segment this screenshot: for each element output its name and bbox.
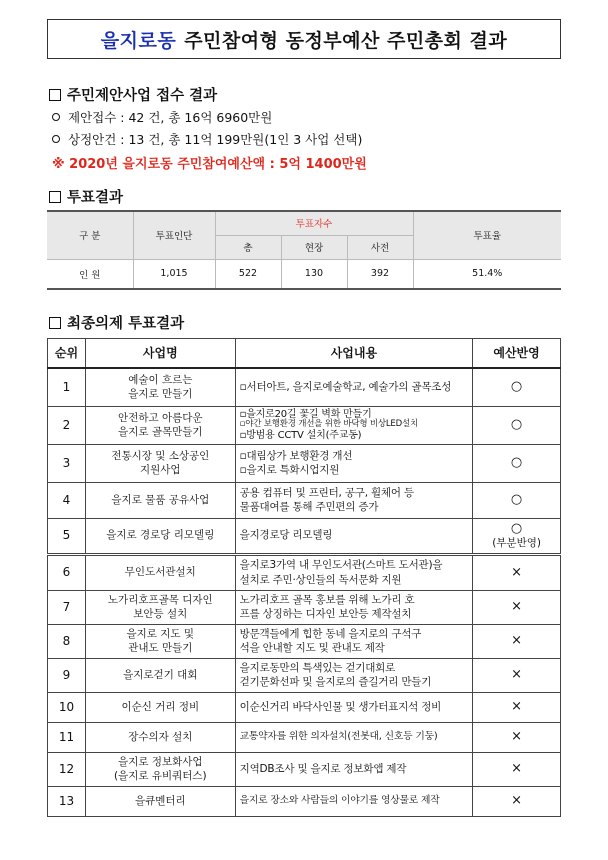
header-content: 사업내용 (235, 339, 473, 369)
content-cell (235, 482, 473, 518)
name-line: 을지로 지도 및 (126, 627, 195, 640)
content-line: ▫방범용 CCTV 설치(주교동) (239, 429, 362, 441)
table-row (48, 406, 561, 444)
content-cell (235, 590, 473, 624)
bullet-agenda-items (52, 130, 362, 148)
content-line: 프를 상징하는 디자인 보안등 제작설치 (239, 608, 412, 620)
content-line: 공용 컴퓨터 및 프린터, 공구, 휠체어 등 (239, 486, 414, 499)
section-final-title: 최종의제 투표결과 (67, 316, 185, 332)
header-name: 사업명 (85, 339, 235, 369)
header-voters: 투표인단 (133, 211, 215, 259)
row-label: 인 원 (47, 259, 133, 289)
name-line: 을지로 경로당 리모델링 (106, 529, 215, 542)
value-total: 522 (215, 259, 281, 289)
document-title (47, 19, 561, 59)
header-onsite: 현장 (281, 235, 347, 259)
name-cell (85, 518, 235, 554)
name-cell (85, 368, 235, 406)
name-line: 을큐멘터리 (134, 794, 186, 807)
content-cell (235, 624, 473, 658)
content-line: 걷기문화선파 및 을지로의 즐길거리 만들기 (239, 676, 432, 688)
header-budget: 예산반영 (473, 339, 561, 369)
name-line: 을지로 골목만들기 (118, 426, 203, 438)
header-rate: 투표율 (413, 211, 561, 259)
content-cell (235, 752, 473, 786)
value-rate: 51.4% (413, 259, 561, 289)
content-line: 설치로 주민·상인들의 독서문화 지원 (239, 573, 402, 586)
content-line: 을지로 장소와 사람들의 이야기를 영상물로 제작 (239, 795, 440, 807)
content-line: 석을 안내할 지도 및 관내도 제작 (239, 642, 385, 654)
title-rest: 주민참여형 동정부예산 주민총회 결과 (184, 29, 508, 52)
content-line: 지역DB조사 및 을지로 정보화앱 제작 (239, 762, 407, 775)
bullet-text: 제안접수 : 42 건, 총 16억 6960만원 (68, 110, 273, 125)
name-cell (85, 658, 235, 692)
circle-bullet-icon (52, 113, 60, 121)
content-line: 물품대여를 통해 주민편의 증가 (239, 501, 379, 513)
name-line: 무인도서관설치 (124, 566, 196, 579)
name-cell (85, 554, 235, 590)
vote-result-table (47, 210, 561, 290)
budget-mark: × (473, 752, 561, 786)
content-line: ▫을지로20길 꽃길 벽화 만들기 (239, 409, 372, 421)
name-line: 장수의자 설치 (128, 730, 193, 743)
budget-mark: × (473, 786, 561, 816)
name-line: 을지로 만들기 (128, 388, 193, 401)
content-cell (235, 722, 473, 752)
name-cell (85, 722, 235, 752)
name-line: 지원사업 (140, 464, 181, 476)
content-line: ▫서터아트, 을지로예술학교, 예술가의 골목조성 (239, 381, 452, 394)
value-voters: 1,015 (133, 259, 215, 289)
content-cell (235, 786, 473, 816)
content-line: ▫야간 보행환경 개선을 위한 바닥형 비상LED설치 (239, 419, 418, 430)
name-line: 전통시장 및 소상공인 (111, 449, 210, 462)
final-agenda-table (47, 338, 561, 817)
table-row (48, 692, 561, 722)
rank-cell: 13 (48, 786, 86, 816)
name-cell (85, 786, 235, 816)
rank-cell: 10 (48, 692, 86, 722)
budget-mark: × (473, 722, 561, 752)
content-cell (235, 518, 473, 554)
name-cell (85, 692, 235, 722)
section-proposals-heading (49, 84, 217, 105)
name-line: 보안등 설치 (133, 608, 188, 620)
header-votes: 투표자수 (215, 211, 413, 235)
content-cell (235, 692, 473, 722)
title-highlight: 을지로동 (100, 29, 177, 52)
table-row (48, 786, 561, 816)
checkbox-square-icon (49, 191, 61, 203)
rank-cell: 9 (48, 658, 86, 692)
value-onsite: 130 (281, 259, 347, 289)
table-row (48, 752, 561, 786)
section-vote-title: 투표결과 (67, 190, 124, 206)
content-line: 이순신거리 바닥사인물 및 생가터표지석 정비 (239, 700, 442, 713)
circle-bullet-icon (52, 135, 60, 143)
budget-mark: × (473, 624, 561, 658)
table-row (48, 444, 561, 482)
checkbox-square-icon (49, 317, 61, 329)
budget-mark: ○ (510, 521, 523, 537)
content-line: 방문객들에게 힙한 동네 을지로의 구석구 (239, 627, 422, 640)
name-cell (85, 406, 235, 444)
header-advance: 사전 (347, 235, 413, 259)
content-line: 노가리호프 골목 홍보를 위해 노가리 호 (239, 593, 415, 606)
name-line: 노가리호프골목 디자인 (107, 593, 213, 606)
name-cell (85, 482, 235, 518)
name-line: 을지로 물품 공유사업 (111, 493, 210, 506)
budget-mark: ○ (473, 406, 561, 444)
name-line: 이순신 거리 정비 (121, 700, 200, 713)
content-line: 교통약자를 위한 의자설치(전봇대, 신호등 기둥) (239, 731, 438, 743)
rank-cell: 6 (48, 554, 86, 590)
budget-mark: ○ (473, 482, 561, 518)
budget-cell (473, 518, 561, 554)
name-line: 예술이 흐르는 (128, 374, 193, 387)
content-cell (235, 444, 473, 482)
rank-cell: 4 (48, 482, 86, 518)
rank-cell: 12 (48, 752, 86, 786)
section-vote-heading (49, 186, 123, 207)
budget-mark: ○ (473, 444, 561, 482)
content-line: ▫을지로 특화시업지원 (239, 464, 340, 476)
section-final-heading (49, 312, 184, 333)
table-row (48, 482, 561, 518)
budget-note: ※ 2020년 을지로동 주민참여예산액 : 5억 1400만원 (52, 157, 367, 172)
bullet-text: 상정안건 : 13 건, 총 11억 199만원(1인 3 사업 선택) (68, 132, 363, 147)
name-line: 을지로걷기 대회 (123, 668, 198, 681)
section-proposals-title: 주민제안사업 접수 결과 (67, 88, 218, 104)
budget-mark: × (473, 554, 561, 590)
rank-cell: 2 (48, 406, 86, 444)
budget-mark: × (473, 590, 561, 624)
table-row (48, 590, 561, 624)
content-line: 을지경로당 리모델링 (239, 529, 333, 542)
content-line: ▫대림상가 보행환경 개선 (239, 449, 353, 462)
rank-cell: 7 (48, 590, 86, 624)
table-row (48, 624, 561, 658)
content-cell (235, 554, 473, 590)
budget-partial-label: (부분반영) (492, 537, 541, 549)
table-row (48, 554, 561, 590)
name-cell (85, 590, 235, 624)
name-cell (85, 752, 235, 786)
rank-cell: 5 (48, 518, 86, 554)
header-total: 총 (215, 235, 281, 259)
name-cell (85, 444, 235, 482)
content-cell (235, 406, 473, 444)
budget-mark: ○ (473, 368, 561, 406)
rank-cell: 8 (48, 624, 86, 658)
content-line: 을지로동만의 특색있는 걷기대회로 (239, 661, 396, 674)
rank-cell: 3 (48, 444, 86, 482)
name-line: (을지로 유비쿼터스) (113, 770, 207, 782)
name-cell (85, 624, 235, 658)
header-category: 구 분 (47, 211, 133, 259)
rank-cell: 1 (48, 368, 86, 406)
table-row (48, 722, 561, 752)
content-cell (235, 658, 473, 692)
name-line: 관내도 만들기 (128, 642, 193, 654)
content-cell (235, 368, 473, 406)
checkbox-square-icon (49, 89, 61, 101)
rank-cell: 11 (48, 722, 86, 752)
content-line: 을지로3가역 내 무인도서관(스마트 도서관)을 (239, 559, 443, 572)
budget-mark: × (473, 692, 561, 722)
name-line: 을지로 정보화사업 (118, 755, 203, 768)
bullet-proposals-received (52, 108, 272, 126)
budget-mark: × (473, 658, 561, 692)
header-rank: 순위 (48, 339, 86, 369)
value-advance: 392 (347, 259, 413, 289)
name-line: 안전하고 아름다운 (118, 411, 203, 424)
table-row (48, 368, 561, 406)
table-row (48, 658, 561, 692)
table-row (48, 518, 561, 554)
